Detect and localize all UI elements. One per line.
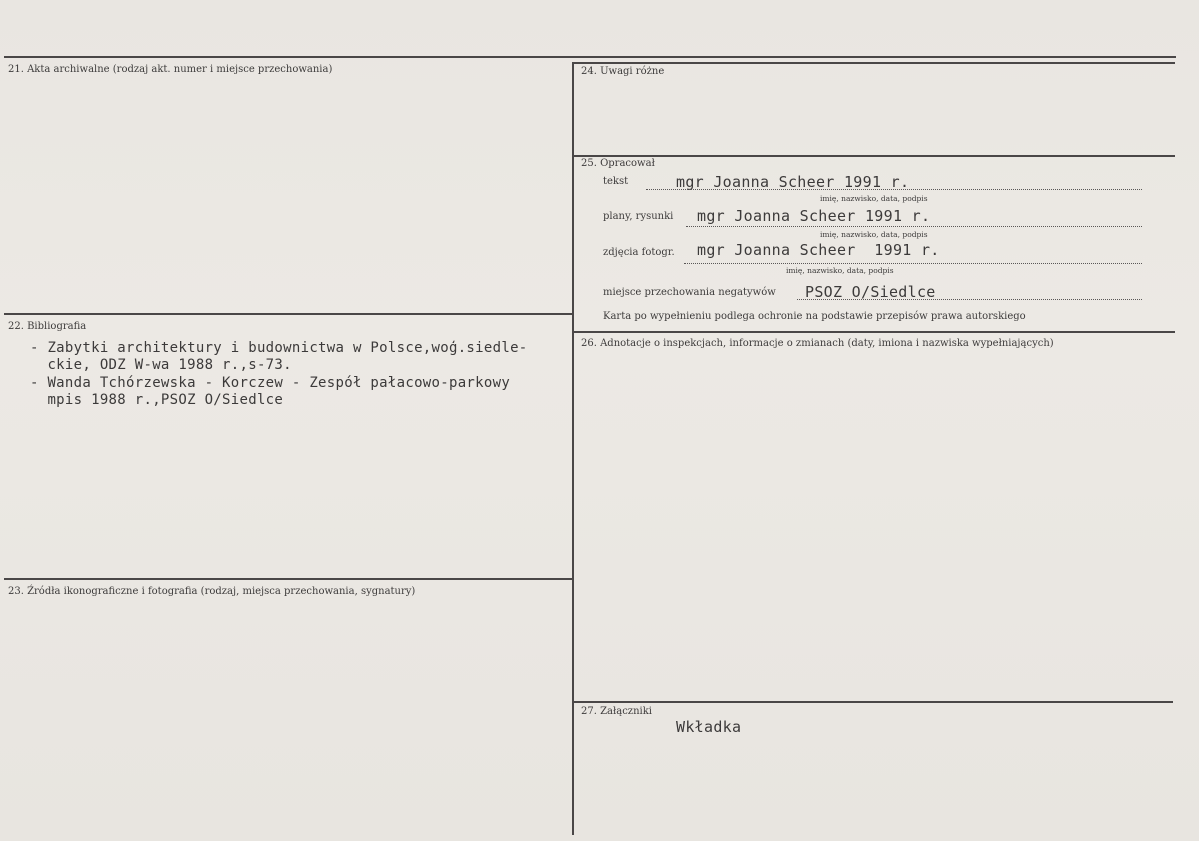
bibliography-line: mpis 1988 r.,PSOZ O/Siedlce xyxy=(30,392,284,408)
row-label-photos: zdjęcia fotogr. xyxy=(603,247,675,258)
section-25-title: 25. Opracował xyxy=(581,158,655,169)
center-divider-lower xyxy=(572,450,574,835)
row-caption: imię, nazwisko, data, podpis xyxy=(820,194,928,203)
rule-right-27 xyxy=(574,701,1173,703)
copyright-note: Karta po wypełnieniu podlega ochronie na podstawie przepisów prawa autorskiego xyxy=(603,311,1026,322)
section-22-title: 22. Bibliografia xyxy=(8,321,87,332)
row-value-text: mgr Joanna Scheer 1991 r. xyxy=(676,173,910,191)
row-value-photos: mgr Joanna Scheer 1991 r. xyxy=(697,241,940,259)
section-24-title: 24. Uwagi różne xyxy=(581,66,665,77)
negatives-underline xyxy=(797,299,1142,300)
negatives-value: PSOZ O/Siedlce xyxy=(805,283,936,301)
row-caption: imię, nazwisko, data, podpis xyxy=(786,266,894,275)
section-26-title: 26. Adnotacje o inspekcjach, informacje o zmianach (daty, imiona i nazwiska wypełniających) xyxy=(581,338,1054,349)
rule-right-25 xyxy=(574,155,1175,157)
rule-left-22 xyxy=(4,313,572,315)
section-21-title: 21. Akta archiwalne (rodzaj akt. numer i miejsce przechowania) xyxy=(8,64,333,75)
bibliography-line: ckie, ODZ W-wa 1988 r.,s-73. xyxy=(30,357,292,373)
section-23-title: 23. Źródła ikonograficzne i fotografia (rodzaj, miejsca przechowania, sygnatury) xyxy=(8,586,416,597)
row-caption: imię, nazwisko, data, podpis xyxy=(820,230,928,239)
section-27-title: 27. Załączniki xyxy=(581,706,652,717)
bibliography-line: - Zabytki architektury i budownictwa w Polsce,woģ.siedle- xyxy=(30,340,528,356)
row-underline xyxy=(686,226,1142,227)
attachment-value: Wkładka xyxy=(676,718,742,736)
row-value-plans: mgr Joanna Scheer 1991 r. xyxy=(697,207,931,225)
rule-left-23 xyxy=(4,578,572,580)
top-rule xyxy=(4,56,1176,58)
center-divider-upper xyxy=(572,62,574,450)
row-label-text: tekst xyxy=(603,176,629,187)
row-underline xyxy=(684,263,1142,264)
row-label-plans: plany, rysunki xyxy=(603,211,674,222)
rule-right-26 xyxy=(574,331,1175,333)
bibliography-line: - Wanda Tchórzewska - Korczew - Zespół pałacowo-parkowy xyxy=(30,375,511,391)
negatives-label: miejsce przechowania negatywów xyxy=(603,287,776,298)
rule-right-24 xyxy=(574,62,1175,64)
row-underline xyxy=(646,189,1142,190)
